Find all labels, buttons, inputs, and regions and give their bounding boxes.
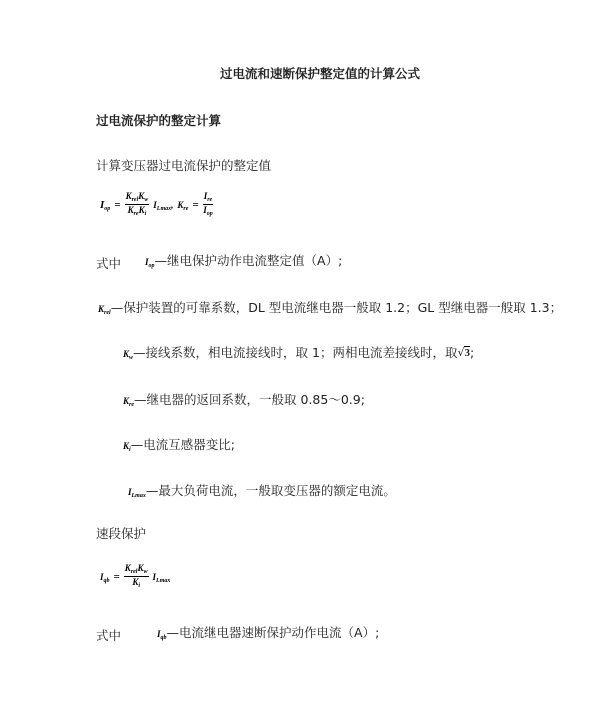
intro-text: 计算变压器过电流保护的整定值: [96, 158, 272, 173]
def-i-qb: $I_{qb}—$电流继电器速断保护动作电流（A）;: [157, 625, 380, 641]
page-title: 过电流和速断保护整定值的计算公式: [220, 66, 421, 81]
sqrt-three: √3: [457, 346, 470, 359]
formula-quickbreak: $I_{qb}$ = $\frac{K_{rel}K_w}{K_i}$ $I_{Lmax}$: [100, 563, 171, 589]
formula-overcurrent: $I_{op}$ = $\frac{K_{rel}K_w}{K_{re}K_i}$ $I_{Lmax}$, $K_{re}$ = $\frac{I_{re}}{I_{op}}$: [100, 191, 213, 217]
def-k-w: $K_w—$接线系数，相电流接线时，取 1；两相电流差接线时，取√3;: [123, 345, 475, 361]
def-i-op: $I_{op}—$继电保护动作电流整定值（A）;: [145, 253, 343, 269]
def-k-re: $K_{re}—$继电器的返回系数，一般取 0.85～0.9;: [123, 392, 365, 408]
def-k-rel: $K_{rel}—$保护装置的可靠系数，DL 型电流继电器一般取 1.2；GL 型继电器一般取 1.3；: [98, 300, 563, 316]
section-heading-quickbreak: 速段保护: [96, 526, 147, 541]
where-label: 式中: [96, 256, 122, 271]
where-label-2: 式中: [96, 628, 122, 643]
def-i-lmax: $I_{Lmax}—$最大负荷电流，一般取变压器的额定电流。: [128, 483, 396, 499]
def-k-i: $K_i—$电流互感器变比;: [123, 437, 235, 453]
section-heading-overcurrent: 过电流保护的整定计算: [96, 113, 222, 128]
